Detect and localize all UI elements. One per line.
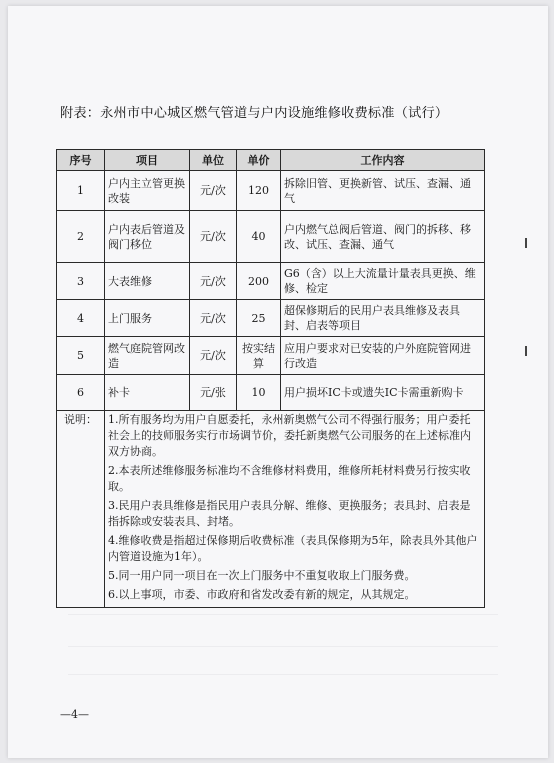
cell-unit: 元/次 — [190, 211, 237, 263]
table-header-row — [57, 150, 485, 171]
bleed-through-line — [68, 614, 498, 615]
cell-no: 4 — [57, 300, 105, 337]
bleed-through-line — [68, 646, 498, 647]
header-content: 工作内容 — [281, 150, 485, 171]
cell-unit: 元/次 — [190, 171, 237, 211]
cell-price: 25 — [237, 300, 281, 337]
cell-unit: 元/次 — [190, 263, 237, 300]
binding-mark — [525, 346, 527, 356]
cell-price: 10 — [237, 375, 281, 411]
header-no: 序号 — [57, 150, 105, 171]
table-row — [57, 375, 485, 411]
cell-content: 用户损坏IC卡或遗失IC卡需重新购卡 — [281, 375, 485, 411]
table-row — [57, 171, 485, 211]
cell-item: 户内表后管道及阀门移位 — [105, 211, 190, 263]
notes-label: 说明： — [57, 411, 105, 608]
notes-body — [105, 411, 485, 608]
table-row — [57, 263, 485, 300]
cell-no: 2 — [57, 211, 105, 263]
cell-unit: 元/张 — [190, 375, 237, 411]
cell-price: 120 — [237, 171, 281, 211]
note-item: 4.维修收费是指超过保修期后收费标准（表具保修期为5年，除表具外其他户内管道设施为1年）。 — [108, 534, 478, 563]
cell-content: 超保修期后的民用户表具维修及表具封、启表等项目 — [281, 300, 485, 337]
cell-price: 40 — [237, 211, 281, 263]
page-title: 附表：永州市中心城区燃气管道与户内设施维修收费标准（试行） — [60, 106, 449, 121]
table-row — [57, 211, 485, 263]
cell-content: G6（含）以上大流量计量表具更换、维修、检定 — [281, 263, 485, 300]
cell-item: 上门服务 — [105, 300, 190, 337]
note-item: 3.民用户表具维修是指民用户表具分解、维修、更换服务；表具封、启表是指拆除或安装表具、封堵。 — [108, 499, 471, 528]
fee-table — [56, 149, 485, 608]
cell-no: 3 — [57, 263, 105, 300]
header-unit: 单位 — [190, 150, 237, 171]
cell-item: 户内主立管更换改装 — [105, 171, 190, 211]
cell-price: 200 — [237, 263, 281, 300]
cell-item: 大表维修 — [105, 263, 190, 300]
header-price: 单价 — [237, 150, 281, 171]
bleed-through-line — [68, 674, 498, 675]
cell-content: 户内燃气总阀后管道、阀门的拆移、移改、试压、查漏、通气 — [281, 211, 485, 263]
cell-item: 燃气庭院管网改造 — [105, 337, 190, 375]
cell-unit: 元/次 — [190, 300, 237, 337]
cell-unit: 元/次 — [190, 337, 237, 375]
cell-no: 5 — [57, 337, 105, 375]
notes-row — [57, 411, 485, 608]
note-item: 6.以上事项，市委、市政府和省发改委有新的规定，从其规定。 — [108, 588, 416, 601]
cell-content: 应用户要求对已安装的户外庭院管网进行改造 — [281, 337, 485, 375]
cell-no: 1 — [57, 171, 105, 211]
cell-item: 补卡 — [105, 375, 190, 411]
header-item: 项目 — [105, 150, 190, 171]
cell-content: 拆除旧管、更换新管、试压、查漏、通气 — [281, 171, 485, 211]
table-row — [57, 300, 485, 337]
binding-mark — [525, 238, 527, 248]
cell-price: 按实结算 — [237, 337, 281, 375]
note-item: 2.本表所述维修服务标准均不含维修材料费用，维修所耗材料费另行按实收取。 — [108, 464, 471, 493]
note-item: 1.所有服务均为用户自愿委托，永州新奥燃气公司不得强行服务；用户委托社会上的技师服务实行市场调节价，委托新奥燃气公司服务的在上述标准内双方协商。 — [108, 413, 471, 458]
cell-no: 6 — [57, 375, 105, 411]
table-row — [57, 337, 485, 375]
note-item: 5.同一用户同一项目在一次上门服务中不重复收取上门服务费。 — [108, 569, 416, 582]
page-number: —4— — [60, 708, 89, 721]
